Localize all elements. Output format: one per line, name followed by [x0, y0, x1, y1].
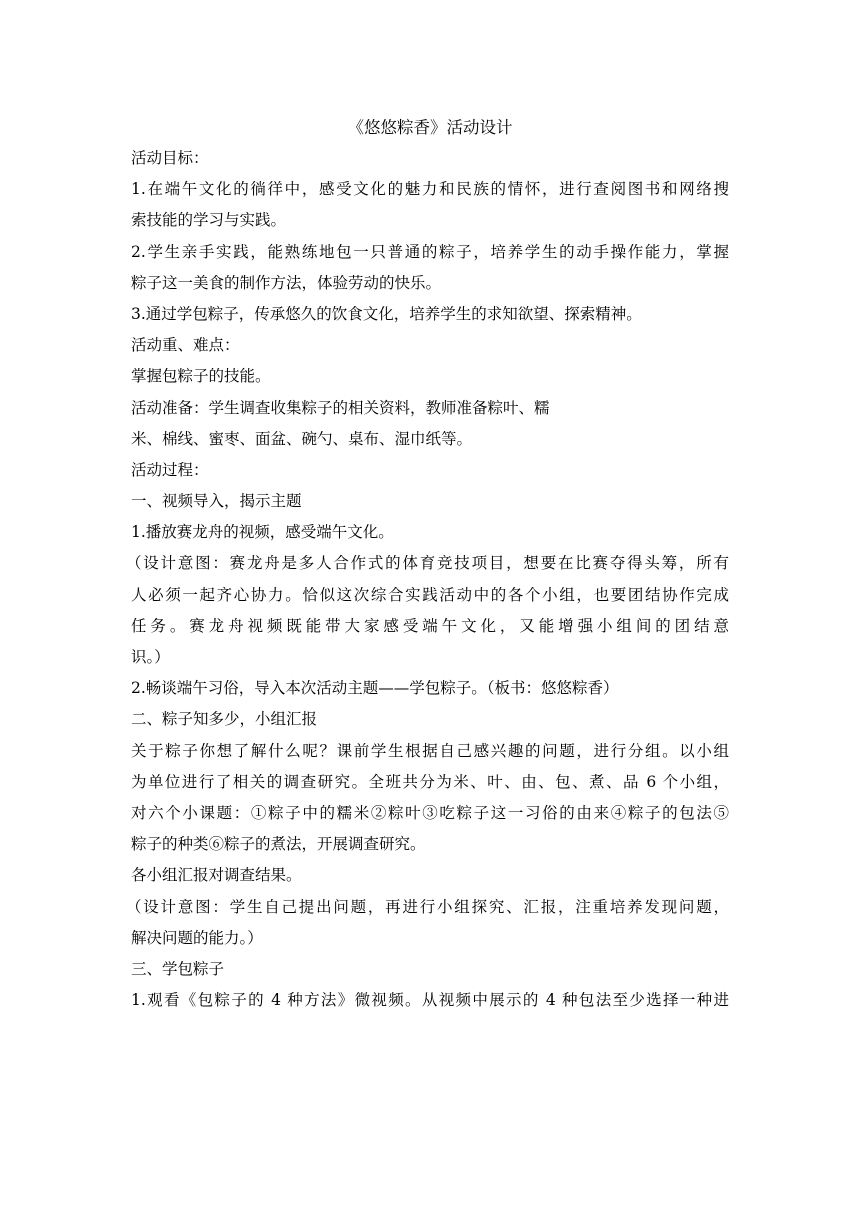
text-line: 对六个小课题：①粽子中的糯米②粽叶③吃粽子这一习俗的由来④粽子的包法⑤	[131, 803, 729, 822]
text-line: 粽子的种类⑥粽子的煮法，开展调查研究。	[131, 835, 426, 854]
text-line: 三、学包粽子	[131, 959, 225, 978]
text-line: 一、视频导入，揭示主题	[131, 492, 302, 511]
text-line: 任务。赛龙舟视频既能带大家感受端午文化，又能增强小组间的团结意	[131, 616, 729, 635]
text-line: 1.观看《包粽子的 4 种方法》微视频。从视频中展示的 4 种包法至少选择一种进	[131, 991, 729, 1010]
text-line: 识。）	[131, 648, 170, 666]
text-line: 活动过程：	[131, 460, 209, 479]
text-line: 粽子这一美食的制作方法，体验劳动的快乐。	[131, 273, 442, 292]
text-line: 为单位进行了相关的调查研究。全班共分为米、叶、由、包、煮、品 6 个小组，	[131, 772, 729, 791]
text-line: 活动目标：	[131, 149, 209, 167]
text-line: 掌握包粽子的技能。	[131, 367, 271, 386]
text-line: 各小组汇报对调查结果。	[131, 866, 302, 885]
text-line: 人必须一起齐心协力。恰似这次综合实践活动中的各个小组，也要团结协作完成	[131, 585, 729, 604]
text-line: 索技能的学习与实践。	[131, 211, 287, 230]
text-line: 解决问题的能力。）	[131, 928, 263, 947]
text-line: 2.学生亲手实践，能熟练地包一只普通的粽子，培养学生的动手操作能力，掌握	[131, 242, 729, 261]
text-line: 关于粽子你想了解什么呢？课前学生根据自己感兴趣的问题，进行分组。以小组	[131, 741, 729, 760]
text-line: 1.在端午文化的徜徉中，感受文化的魅力和民族的情怀，进行查阅图书和网络搜	[131, 180, 729, 199]
text-line: 1.播放赛龙舟的视频，感受端午文化。	[131, 523, 394, 542]
document-paragraphs	[126, 143, 729, 1016]
text-line: （设计意图：赛龙舟是多人合作式的体育竞技项目，想要在比赛夺得头筹，所有	[126, 554, 729, 573]
text-line: （设计意图：学生自己提出问题，再进行小组探究、汇报，注重培养发现问题，	[126, 897, 729, 916]
text-line: 活动准备：学生调查收集粽子的相关资料，教师准备粽叶、糯	[131, 398, 550, 417]
text-line: 二、粽子知多少，小组汇报	[131, 710, 318, 729]
text-line: 活动重、难点：	[131, 336, 240, 355]
text-line: 米、棉线、蜜枣、面盆、碗勺、桌布、湿巾纸等。	[131, 429, 473, 448]
document-title: 《悠悠粽香》活动设计	[347, 118, 513, 137]
text-line: 3.通过学包粽子，传承悠久的饮食文化，培养学生的求知欲望、探索精神。	[131, 304, 642, 323]
document-body	[126, 112, 729, 1016]
text-line: 2.畅谈端午习俗，导入本次活动主题——学包粽子。（板书：悠悠粽香）	[131, 679, 619, 698]
